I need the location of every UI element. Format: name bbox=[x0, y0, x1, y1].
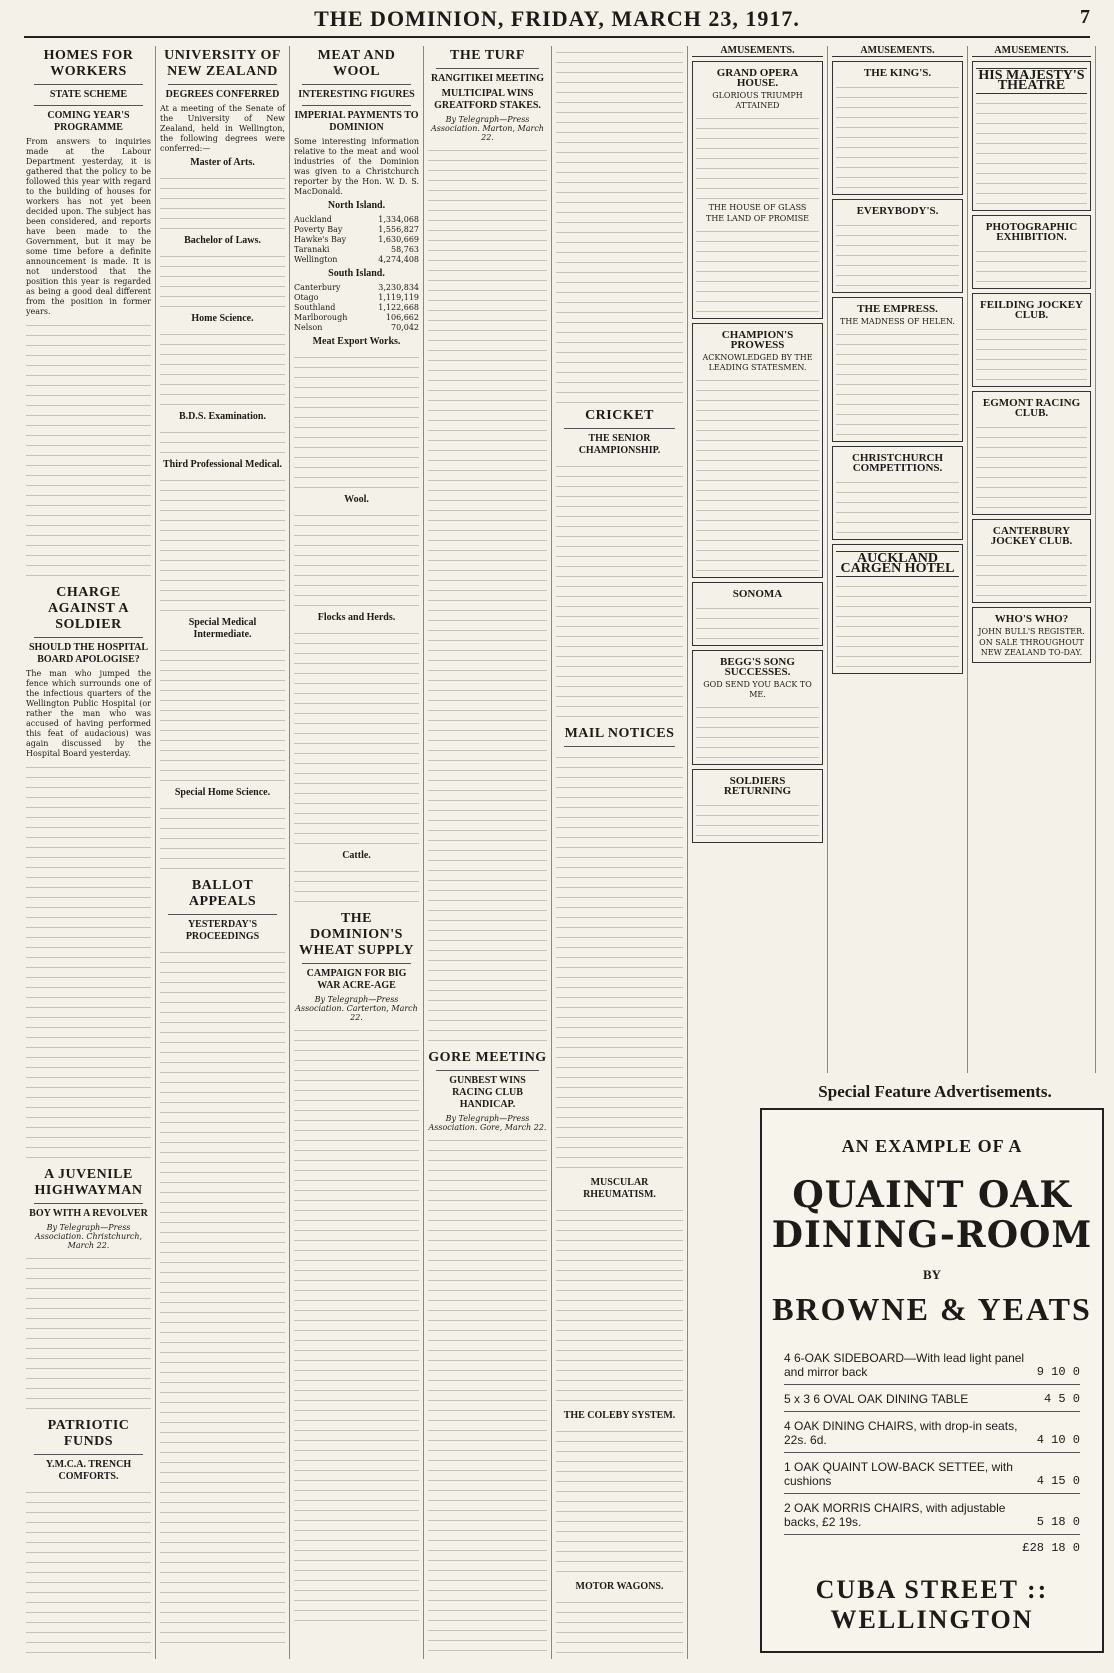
byline: By Telegraph—Press Association. Marton, March 22. bbox=[431, 115, 544, 142]
article-text-block bbox=[294, 509, 419, 609]
south-island-table bbox=[294, 283, 419, 333]
ad-line: THE MADNESS OF HELEN. bbox=[840, 317, 955, 326]
table-row bbox=[294, 323, 419, 333]
divider bbox=[302, 963, 411, 964]
ad-line: GLORIOUS TRIUMPH ATTAINED bbox=[712, 91, 803, 110]
section-label: Flocks and Herds. bbox=[317, 612, 396, 623]
section-label: Master of Arts. bbox=[190, 157, 255, 168]
article-text-block bbox=[428, 144, 547, 1044]
ad-title: WHO'S WHO? bbox=[994, 613, 1069, 625]
subheadline: DEGREES CONFERRED bbox=[165, 89, 280, 100]
article-body: The man who jumped the fence which surrounds one of the infectious quarters of the Wellington Public Hospital (or rather the man who was accused of having performed this feat of audacious) was again discussed by the Hospital Board yesterday. bbox=[26, 669, 151, 758]
table-heading: South Island. bbox=[328, 268, 385, 279]
section-label: Third Professional Medical. bbox=[163, 459, 282, 470]
table-cell-place: Nelson bbox=[294, 323, 323, 332]
table-cell-place: Canterbury bbox=[294, 283, 341, 292]
table-row bbox=[294, 293, 419, 303]
article-text-block bbox=[428, 1134, 547, 1659]
column-7-amusements bbox=[828, 46, 968, 1073]
headline: UNIVERSITY OF NEW ZEALAND bbox=[164, 48, 281, 79]
subheadline: MOTOR WAGONS. bbox=[575, 1581, 664, 1592]
table-cell-place: Auckland bbox=[294, 215, 332, 224]
article-ballot-appeals bbox=[160, 878, 285, 1646]
divider bbox=[34, 637, 143, 638]
ad-title: SOLDIERS RETURNING bbox=[723, 775, 792, 797]
article-text-block bbox=[556, 1425, 683, 1575]
subheadline: STATE SCHEME bbox=[49, 89, 128, 100]
ad-item-description: 4 OAK DINING CHAIRS, with drop-in seats, 22s. 6d. bbox=[784, 1419, 1018, 1447]
ad-title: EVERYBODY'S. bbox=[856, 205, 939, 217]
byline: By Telegraph—Press Association. Carterton, March 22. bbox=[295, 995, 418, 1022]
ad-intro: AN EXAMPLE OF A bbox=[841, 1136, 1023, 1156]
subheadline: INTERESTING FIGURES bbox=[298, 89, 415, 100]
ad-brand: BROWNE & YEATS bbox=[772, 1291, 1092, 1327]
divider bbox=[302, 105, 411, 106]
article-gore-meeting bbox=[428, 1050, 547, 1659]
ad-text-block bbox=[836, 476, 959, 536]
ad-item-description: 1 OAK QUAINT LOW-BACK SETTEE, with cushions bbox=[784, 1460, 1013, 1488]
ad-price-item bbox=[784, 1494, 1080, 1535]
ad-text-block bbox=[696, 374, 819, 574]
article-text-block bbox=[26, 1252, 151, 1412]
table-cell-amount: 1,556,827 bbox=[378, 225, 419, 234]
column-3 bbox=[290, 46, 424, 1659]
article-patriotic-funds bbox=[26, 1418, 151, 1659]
article-text-block bbox=[160, 172, 285, 232]
ad-title: PHOTOGRAPHIC EXHIBITION. bbox=[985, 221, 1078, 243]
subheadline: MULTICIPAL WINS GREATFORD STAKES. bbox=[434, 88, 541, 111]
ad-title: HIS MAJESTY'S THEATRE bbox=[976, 68, 1087, 94]
divider bbox=[302, 84, 411, 85]
column-2 bbox=[156, 46, 290, 1659]
ad-line: JOHN BULL'S REGISTER. bbox=[978, 627, 1085, 636]
ad-feilding-jockey-club bbox=[972, 293, 1091, 387]
ad-egmont-racing-club bbox=[972, 391, 1091, 515]
ad-text-block bbox=[836, 81, 959, 191]
ad-item-price: 4 15 0 bbox=[1036, 1474, 1080, 1488]
ad-title: CHRISTCHURCH COMPETITIONS. bbox=[851, 452, 944, 474]
table-cell-amount: 1,334,068 bbox=[378, 215, 419, 224]
ad-item-description: 4 6-OAK SIDEBOARD—With lead light panel and mirror back bbox=[784, 1351, 1025, 1379]
ad-text-block bbox=[976, 323, 1087, 383]
masthead bbox=[24, 6, 1090, 38]
section-header: AMUSEMENTS. bbox=[832, 46, 963, 57]
headline: CHARGE AGAINST A SOLDIER bbox=[48, 585, 129, 632]
article-text-block bbox=[294, 865, 419, 905]
masthead-title: THE DOMINION, FRIDAY, MARCH 23, 1917. bbox=[314, 6, 800, 31]
ad-text-block bbox=[696, 602, 819, 642]
article-charge-against-soldier bbox=[26, 585, 151, 1161]
divider bbox=[34, 105, 143, 106]
ad-price-list bbox=[784, 1344, 1080, 1535]
column-1 bbox=[22, 46, 156, 1659]
article-text-block bbox=[26, 319, 151, 579]
ad-by: BY bbox=[922, 1267, 942, 1282]
headline: THE DOMINION'S WHEAT SUPPLY bbox=[298, 911, 415, 958]
article-wheat-supply bbox=[294, 911, 419, 1624]
divider bbox=[564, 428, 675, 429]
ad-line: GOD SEND YOU BACK TO ME. bbox=[703, 680, 812, 699]
ad-total: £28 18 0 bbox=[1022, 1541, 1080, 1555]
article-homes-for-workers bbox=[26, 48, 151, 579]
ad-item-price: 4 5 0 bbox=[1043, 1392, 1080, 1406]
ad-price-item bbox=[784, 1385, 1080, 1412]
column-8-amusements bbox=[968, 46, 1096, 1073]
table-row bbox=[294, 215, 419, 225]
ad-title: SONOMA bbox=[732, 588, 783, 600]
article-text-block bbox=[26, 1486, 151, 1659]
section-label: Special Home Science. bbox=[174, 787, 271, 798]
article-text-block bbox=[160, 644, 285, 784]
ad-line: THE LAND OF PROMISE bbox=[705, 214, 810, 223]
ad-title: CANTERBURY JOCKEY CLUB. bbox=[990, 525, 1073, 547]
article-the-turf bbox=[428, 48, 547, 1044]
divider bbox=[436, 68, 539, 69]
section-label: Bachelor of Laws. bbox=[184, 235, 261, 246]
ad-title: BEGG'S SONG SUCCESSES. bbox=[720, 656, 795, 678]
ad-text-block bbox=[976, 549, 1087, 599]
ad-sonoma bbox=[692, 582, 823, 646]
article-text-block bbox=[160, 250, 285, 310]
subheadline: CAMPAIGN FOR BIG WAR ACRE-AGE bbox=[306, 968, 407, 991]
ad-item-price: 9 10 0 bbox=[1036, 1365, 1080, 1379]
byline: By Telegraph—Press Association. Christchurch, March 22. bbox=[34, 1223, 143, 1250]
headline: HOMES FOR WORKERS bbox=[43, 48, 134, 79]
table-row bbox=[294, 255, 419, 265]
table-heading: North Island. bbox=[327, 200, 386, 211]
ad-beggs-songs bbox=[692, 650, 823, 765]
column-4 bbox=[424, 46, 552, 1659]
ad-item-price: 5 18 0 bbox=[1036, 1515, 1080, 1529]
table-row bbox=[294, 303, 419, 313]
ad-title: AUCKLAND CARGEN HOTEL bbox=[836, 551, 959, 577]
table-row bbox=[294, 235, 419, 245]
table-cell-amount: 106,662 bbox=[385, 313, 419, 322]
ad-soldiers-returning bbox=[692, 769, 823, 843]
table-cell-place: Southland bbox=[294, 303, 336, 312]
subheadline: THE COLEBY SYSTEM. bbox=[563, 1410, 676, 1421]
ad-cargen-hotel bbox=[832, 544, 963, 674]
ad-everybodys bbox=[832, 199, 963, 293]
ad-price-item bbox=[784, 1344, 1080, 1385]
ad-price-item bbox=[784, 1453, 1080, 1494]
table-row bbox=[294, 245, 419, 255]
ad-grand-opera-house bbox=[692, 61, 823, 319]
ad-the-empress bbox=[832, 297, 963, 442]
divider bbox=[564, 746, 675, 747]
ad-headline: QUAINT OAK DINING-ROOM bbox=[771, 1174, 1093, 1256]
ad-address: CUBA STREET :: WELLINGTON bbox=[815, 1575, 1049, 1634]
subheadline: SHOULD THE HOSPITAL BOARD APOLOGISE? bbox=[28, 642, 149, 665]
ad-item-price: 4 10 0 bbox=[1036, 1433, 1080, 1447]
table-cell-amount: 1,630,669 bbox=[378, 235, 419, 244]
ad-whos-who bbox=[972, 607, 1091, 663]
ad-title: FEILDING JOCKEY CLUB. bbox=[980, 299, 1083, 321]
headline: GORE MEETING bbox=[428, 1050, 547, 1065]
column-6-amusements bbox=[688, 46, 828, 1073]
ad-his-majestys bbox=[972, 61, 1091, 211]
article-body: From answers to inquiries made at the Labour Department yesterday, it is gathered that the policy to be followed this year with regard to the building of houses for workers has not yet been decided upon. The subject has been considered, and reports have been made to the Government, but it may be some time before a definite announcement is made. It is not understood that the position this year is regarded as being a good deal different from the position in former years. bbox=[26, 137, 151, 316]
browne-yeats-advertisement bbox=[760, 1108, 1104, 1653]
table-cell-amount: 3,230,834 bbox=[378, 283, 419, 292]
subheadline: YESTERDAY'S PROCEEDINGS bbox=[185, 919, 260, 942]
ad-text-block bbox=[976, 97, 1087, 207]
ad-photographic-exhibition bbox=[972, 215, 1091, 289]
byline: By Telegraph—Press Association. Gore, March 22. bbox=[428, 1114, 547, 1132]
divider bbox=[168, 84, 277, 85]
table-cell-amount: 1,122,668 bbox=[378, 303, 419, 312]
article-text-block bbox=[294, 351, 419, 491]
headline: THE TURF bbox=[450, 48, 525, 63]
article-text-block bbox=[556, 1596, 683, 1659]
article-text-block bbox=[294, 1024, 419, 1624]
ad-title: GRAND OPERA HOUSE. bbox=[716, 67, 799, 89]
ad-text-block bbox=[696, 225, 819, 315]
article-mail-notices bbox=[556, 726, 683, 1171]
headline: MAIL NOTICES bbox=[564, 726, 675, 741]
ad-item-description: 5 x 3 6 OVAL OAK DINING TABLE bbox=[784, 1392, 969, 1406]
subheadline: THE SENIOR CHAMPIONSHIP. bbox=[578, 433, 661, 456]
ad-title: THE EMPRESS. bbox=[857, 303, 938, 315]
ad-line: ACKNOWLEDGED BY THE LEADING STATESMEN. bbox=[702, 353, 813, 372]
article-text-block bbox=[556, 1204, 683, 1404]
ad-price-item bbox=[784, 1412, 1080, 1453]
section-label: Cattle. bbox=[342, 850, 371, 861]
divider bbox=[436, 1070, 539, 1071]
section-header: AMUSEMENTS. bbox=[692, 46, 823, 57]
headline: MEAT AND WOOL bbox=[317, 48, 396, 79]
ad-champions-prowess bbox=[692, 323, 823, 578]
table-cell-place: Wellington bbox=[294, 255, 338, 264]
subheadline: MUSCULAR RHEUMATISM. bbox=[583, 1177, 656, 1200]
table-cell-place: Taranaki bbox=[294, 245, 330, 254]
ad-text-block bbox=[836, 219, 959, 289]
headline: A JUVENILE HIGHWAYMAN bbox=[34, 1167, 143, 1198]
ad-line: THE HOUSE OF GLASS bbox=[708, 203, 807, 212]
ad-text-block bbox=[976, 245, 1087, 285]
ad-item-description: 2 OAK MORRIS CHAIRS, with adjustable backs, £2 19s. bbox=[784, 1501, 1006, 1529]
article-juvenile-highwayman bbox=[26, 1167, 151, 1412]
ad-text-block bbox=[696, 799, 819, 839]
table-row bbox=[294, 225, 419, 235]
divider bbox=[34, 84, 143, 85]
ad-title: THE KING'S. bbox=[863, 67, 932, 79]
article-text-block bbox=[160, 802, 285, 872]
ad-christchurch-competitions bbox=[832, 446, 963, 540]
ad-the-kings bbox=[832, 61, 963, 195]
article-university bbox=[160, 48, 285, 872]
table-cell-place: Poverty Bay bbox=[294, 225, 343, 234]
page-number: 7 bbox=[1080, 6, 1090, 28]
table-row bbox=[294, 283, 419, 293]
headline: CRICKET bbox=[585, 408, 654, 423]
article-cricket bbox=[556, 408, 683, 720]
subheadline: Y.M.C.A. TRENCH COMFORTS. bbox=[45, 1459, 132, 1482]
section-label: B.D.S. Examination. bbox=[179, 411, 266, 422]
article-coleby-system bbox=[556, 1410, 683, 1575]
table-cell-place: Marlborough bbox=[294, 313, 348, 322]
article-text-block bbox=[294, 627, 419, 847]
ad-text-block bbox=[696, 112, 819, 202]
ad-canterbury-jockey-club bbox=[972, 519, 1091, 603]
table-row bbox=[294, 313, 419, 323]
ad-text-block bbox=[836, 328, 959, 438]
article-text-block bbox=[556, 460, 683, 720]
table-cell-place: Hawke's Bay bbox=[294, 235, 347, 244]
headline: BALLOT APPEALS bbox=[188, 878, 257, 909]
article-text-block bbox=[160, 474, 285, 614]
ad-title: CHAMPION'S PROWESS bbox=[721, 329, 794, 351]
divider bbox=[168, 914, 277, 915]
article-meat-and-wool bbox=[294, 48, 419, 905]
subheadline: COMING YEAR'S PROGRAMME bbox=[47, 110, 130, 133]
table-cell-amount: 58,763 bbox=[391, 245, 419, 254]
article-body: At a meeting of the Senate of the University of New Zealand, held in Wellington, the following degrees were conferred:— bbox=[160, 104, 285, 153]
divider bbox=[34, 1454, 143, 1455]
north-island-table bbox=[294, 215, 419, 265]
table-cell-place: Otago bbox=[294, 293, 319, 302]
ad-text-block bbox=[696, 701, 819, 761]
article-text-block bbox=[26, 761, 151, 1161]
section-header: AMUSEMENTS. bbox=[972, 46, 1091, 57]
article-text-block bbox=[160, 946, 285, 1646]
subheadline: IMPERIAL PAYMENTS TO DOMINION bbox=[294, 110, 419, 133]
subheadline: GUNBEST WINS RACING CLUB HANDICAP. bbox=[449, 1075, 526, 1110]
article-text-block bbox=[556, 46, 683, 406]
subheadline: BOY WITH A REVOLVER bbox=[29, 1208, 148, 1219]
section-label: Wool. bbox=[344, 494, 369, 505]
article-body: Some interesting information relative to the meat and wool industries of the Dominion was given to a Christchurch reporter by the Hon. W. D. S. MacDonald. bbox=[294, 137, 419, 196]
table-cell-amount: 4,274,408 bbox=[378, 255, 419, 264]
section-label: Home Science. bbox=[191, 313, 254, 324]
column-5 bbox=[552, 46, 688, 1659]
subheadline: RANGITIKEI MEETING bbox=[430, 73, 545, 84]
section-label: Meat Export Works. bbox=[312, 336, 401, 347]
ad-text-block bbox=[836, 580, 959, 670]
divider bbox=[34, 1203, 143, 1204]
headline: PATRIOTIC FUNDS bbox=[47, 1418, 130, 1449]
article-muscular-rheumatism bbox=[556, 1177, 683, 1404]
special-feature-heading: Special Feature Advertisements. bbox=[818, 1082, 1052, 1101]
ad-text-block bbox=[976, 421, 1087, 511]
ad-line: ON SALE THROUGHOUT NEW ZEALAND TO-DAY. bbox=[979, 638, 1084, 657]
ad-title: EGMONT RACING CLUB. bbox=[982, 397, 1081, 419]
section-label: Special Medical Intermediate. bbox=[188, 617, 257, 640]
article-motor-wagons bbox=[556, 1581, 683, 1659]
article-text-block bbox=[556, 751, 683, 1171]
table-cell-amount: 70,042 bbox=[391, 323, 419, 332]
table-cell-amount: 1,119,119 bbox=[378, 293, 419, 302]
article-text-block bbox=[160, 328, 285, 408]
article-text-block bbox=[160, 426, 285, 456]
